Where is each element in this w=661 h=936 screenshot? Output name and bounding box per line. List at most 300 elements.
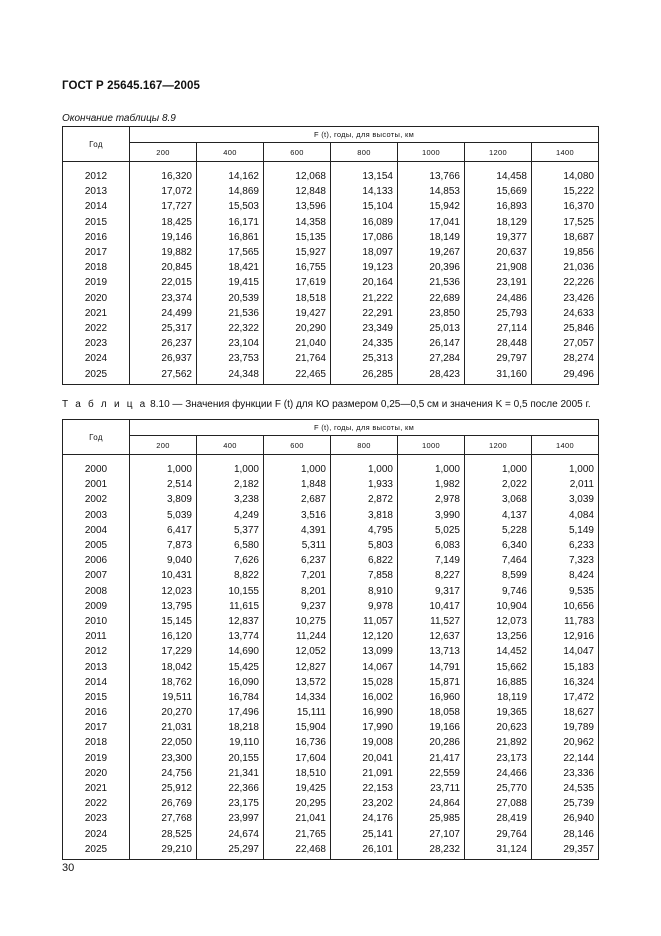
value-cell: 17,619	[264, 275, 331, 290]
value-cell: 6,340	[465, 538, 532, 553]
table-row	[63, 336, 599, 351]
value-cell: 16,089	[331, 215, 398, 230]
value-cell: 16,893	[465, 199, 532, 214]
value-cell: 31,124	[465, 842, 532, 860]
value-cell: 16,755	[264, 260, 331, 275]
value-cell: 19,856	[532, 245, 599, 260]
value-cell: 23,175	[197, 796, 264, 811]
year-cell: 2011	[63, 629, 130, 644]
value-cell: 20,286	[398, 735, 465, 750]
year-cell: 2025	[63, 842, 130, 860]
value-cell: 7,858	[331, 568, 398, 583]
value-cell: 19,511	[130, 690, 197, 705]
value-cell: 3,990	[398, 508, 465, 523]
value-cell: 25,013	[398, 321, 465, 336]
table-row	[63, 169, 599, 184]
table-row	[63, 751, 599, 766]
value-cell: 21,765	[264, 827, 331, 842]
value-cell: 17,229	[130, 644, 197, 659]
value-cell: 13,713	[398, 644, 465, 659]
value-cell: 14,458	[465, 169, 532, 184]
table-row	[63, 523, 599, 538]
table-row	[63, 260, 599, 275]
table-row	[63, 827, 599, 842]
table-row	[63, 705, 599, 720]
value-cell: 14,358	[264, 215, 331, 230]
value-cell: 17,525	[532, 215, 599, 230]
value-cell: 25,141	[331, 827, 398, 842]
value-cell: 15,222	[532, 184, 599, 199]
year-cell: 2025	[63, 366, 130, 384]
value-cell: 5,025	[398, 523, 465, 538]
value-cell: 6,580	[197, 538, 264, 553]
value-cell: 21,892	[465, 735, 532, 750]
height-header: 1200	[465, 143, 532, 162]
value-cell: 11,783	[532, 614, 599, 629]
value-cell: 9,040	[130, 553, 197, 568]
value-cell: 15,145	[130, 614, 197, 629]
table-8-10-title: 8.10 — Значения функции F (t) для КО размером 0,25—0,5 см и значения K = 0,5 после 2005 г.	[150, 399, 591, 410]
value-cell: 22,465	[264, 366, 331, 384]
value-cell: 29,797	[465, 351, 532, 366]
value-cell: 11,527	[398, 614, 465, 629]
value-cell: 17,086	[331, 230, 398, 245]
value-cell: 10,904	[465, 599, 532, 614]
table-row	[63, 199, 599, 214]
value-cell: 10,431	[130, 568, 197, 583]
year-cell: 2007	[63, 568, 130, 583]
value-cell: 19,365	[465, 705, 532, 720]
value-cell: 20,290	[264, 321, 331, 336]
value-cell: 14,067	[331, 659, 398, 674]
value-cell: 8,599	[465, 568, 532, 583]
value-cell: 25,739	[532, 796, 599, 811]
year-cell: 2016	[63, 705, 130, 720]
value-cell: 15,111	[264, 705, 331, 720]
value-cell: 16,090	[197, 675, 264, 690]
value-cell: 17,565	[197, 245, 264, 260]
value-cell: 17,472	[532, 690, 599, 705]
height-group-header: F (t), годы, для высоты, км	[130, 127, 599, 143]
year-cell: 2021	[63, 781, 130, 796]
value-cell: 22,559	[398, 766, 465, 781]
value-cell: 25,297	[197, 842, 264, 860]
value-cell: 16,120	[130, 629, 197, 644]
value-cell: 23,850	[398, 306, 465, 321]
value-cell: 19,415	[197, 275, 264, 290]
table-row	[63, 842, 599, 860]
value-cell: 25,912	[130, 781, 197, 796]
value-cell: 26,285	[331, 366, 398, 384]
value-cell: 20,845	[130, 260, 197, 275]
value-cell: 9,746	[465, 584, 532, 599]
value-cell: 12,023	[130, 584, 197, 599]
year-cell: 2021	[63, 306, 130, 321]
value-cell: 25,985	[398, 811, 465, 826]
value-cell: 28,274	[532, 351, 599, 366]
year-cell: 2018	[63, 735, 130, 750]
value-cell: 28,419	[465, 811, 532, 826]
year-cell: 2014	[63, 675, 130, 690]
value-cell: 27,057	[532, 336, 599, 351]
value-cell: 29,210	[130, 842, 197, 860]
value-cell: 16,861	[197, 230, 264, 245]
value-cell: 21,341	[197, 766, 264, 781]
value-cell: 12,073	[465, 614, 532, 629]
value-cell: 27,114	[465, 321, 532, 336]
table-row	[63, 306, 599, 321]
value-cell: 21,091	[331, 766, 398, 781]
value-cell: 1,000	[532, 462, 599, 477]
value-cell: 20,155	[197, 751, 264, 766]
document-header: ГОСТ Р 25645.167—2005	[62, 80, 200, 92]
value-cell: 28,525	[130, 827, 197, 842]
value-cell: 18,119	[465, 690, 532, 705]
value-cell: 22,015	[130, 275, 197, 290]
year-cell: 2001	[63, 477, 130, 492]
value-cell: 28,423	[398, 366, 465, 384]
value-cell: 23,374	[130, 291, 197, 306]
year-cell: 2020	[63, 291, 130, 306]
table-row	[63, 321, 599, 336]
value-cell: 8,227	[398, 568, 465, 583]
table-word: Т а б л и ц а	[62, 399, 148, 410]
value-cell: 12,837	[197, 614, 264, 629]
value-cell: 27,107	[398, 827, 465, 842]
value-cell: 15,503	[197, 199, 264, 214]
value-cell: 18,518	[264, 291, 331, 306]
value-cell: 2,514	[130, 477, 197, 492]
value-cell: 23,426	[532, 291, 599, 306]
value-cell: 19,427	[264, 306, 331, 321]
value-cell: 8,424	[532, 568, 599, 583]
year-cell: 2024	[63, 351, 130, 366]
value-cell: 5,039	[130, 508, 197, 523]
value-cell: 12,068	[264, 169, 331, 184]
year-cell: 2008	[63, 584, 130, 599]
value-cell: 16,324	[532, 675, 599, 690]
value-cell: 13,774	[197, 629, 264, 644]
value-cell: 17,727	[130, 199, 197, 214]
value-cell: 19,166	[398, 720, 465, 735]
value-cell: 11,244	[264, 629, 331, 644]
value-cell: 11,615	[197, 599, 264, 614]
value-cell: 12,916	[532, 629, 599, 644]
table-row	[63, 245, 599, 260]
value-cell: 9,317	[398, 584, 465, 599]
table-body	[63, 169, 599, 384]
height-header: 400	[197, 143, 264, 162]
table-row	[63, 492, 599, 507]
value-cell: 22,689	[398, 291, 465, 306]
value-cell: 19,425	[264, 781, 331, 796]
value-cell: 16,736	[264, 735, 331, 750]
table-row	[63, 675, 599, 690]
value-cell: 15,662	[465, 659, 532, 674]
year-cell: 2017	[63, 720, 130, 735]
height-header-row	[63, 436, 599, 455]
value-cell: 4,391	[264, 523, 331, 538]
table-row	[63, 508, 599, 523]
year-cell: 2010	[63, 614, 130, 629]
value-cell: 15,927	[264, 245, 331, 260]
value-cell: 16,885	[465, 675, 532, 690]
year-cell: 2006	[63, 553, 130, 568]
value-cell: 7,323	[532, 553, 599, 568]
value-cell: 23,349	[331, 321, 398, 336]
year-cell: 2002	[63, 492, 130, 507]
value-cell: 22,226	[532, 275, 599, 290]
value-cell: 22,468	[264, 842, 331, 860]
value-cell: 16,002	[331, 690, 398, 705]
value-cell: 2,978	[398, 492, 465, 507]
value-cell: 5,803	[331, 538, 398, 553]
value-cell: 28,146	[532, 827, 599, 842]
value-cell: 21,908	[465, 260, 532, 275]
table-row	[63, 781, 599, 796]
value-cell: 16,990	[331, 705, 398, 720]
year-cell: 2024	[63, 827, 130, 842]
year-cell: 2019	[63, 751, 130, 766]
value-cell: 20,623	[465, 720, 532, 735]
value-cell: 14,047	[532, 644, 599, 659]
table-row	[63, 811, 599, 826]
value-cell: 20,295	[264, 796, 331, 811]
height-header: 1200	[465, 436, 532, 455]
value-cell: 7,873	[130, 538, 197, 553]
value-cell: 29,496	[532, 366, 599, 384]
year-cell: 2015	[63, 690, 130, 705]
value-cell: 22,322	[197, 321, 264, 336]
value-cell: 22,291	[331, 306, 398, 321]
value-cell: 21,222	[331, 291, 398, 306]
value-cell: 16,171	[197, 215, 264, 230]
value-cell: 23,997	[197, 811, 264, 826]
value-cell: 9,978	[331, 599, 398, 614]
value-cell: 21,036	[532, 260, 599, 275]
value-cell: 2,022	[465, 477, 532, 492]
table-row	[63, 275, 599, 290]
value-cell: 13,572	[264, 675, 331, 690]
value-cell: 23,202	[331, 796, 398, 811]
year-cell: 2023	[63, 811, 130, 826]
value-cell: 2,182	[197, 477, 264, 492]
value-cell: 29,764	[465, 827, 532, 842]
value-cell: 14,853	[398, 184, 465, 199]
value-cell: 21,536	[197, 306, 264, 321]
value-cell: 2,011	[532, 477, 599, 492]
table-row	[63, 644, 599, 659]
value-cell: 23,104	[197, 336, 264, 351]
value-cell: 12,120	[331, 629, 398, 644]
value-cell: 6,083	[398, 538, 465, 553]
value-cell: 10,417	[398, 599, 465, 614]
value-cell: 20,637	[465, 245, 532, 260]
value-cell: 3,809	[130, 492, 197, 507]
value-cell: 18,762	[130, 675, 197, 690]
value-cell: 23,753	[197, 351, 264, 366]
table-row	[63, 553, 599, 568]
value-cell: 20,539	[197, 291, 264, 306]
height-header: 200	[130, 143, 197, 162]
value-cell: 15,904	[264, 720, 331, 735]
value-cell: 17,604	[264, 751, 331, 766]
table-8-10-caption	[62, 399, 591, 410]
value-cell: 15,028	[331, 675, 398, 690]
value-cell: 23,711	[398, 781, 465, 796]
value-cell: 19,008	[331, 735, 398, 750]
table-row	[63, 568, 599, 583]
table-row	[63, 184, 599, 199]
value-cell: 24,348	[197, 366, 264, 384]
value-cell: 21,417	[398, 751, 465, 766]
value-cell: 1,000	[331, 462, 398, 477]
value-cell: 23,191	[465, 275, 532, 290]
table-8-9	[62, 126, 599, 385]
table-row	[63, 629, 599, 644]
value-cell: 2,872	[331, 492, 398, 507]
value-cell: 29,357	[532, 842, 599, 860]
value-cell: 6,822	[331, 553, 398, 568]
value-cell: 18,218	[197, 720, 264, 735]
value-cell: 18,058	[398, 705, 465, 720]
table-row	[63, 720, 599, 735]
value-cell: 1,000	[465, 462, 532, 477]
value-cell: 1,848	[264, 477, 331, 492]
value-cell: 6,237	[264, 553, 331, 568]
value-cell: 12,848	[264, 184, 331, 199]
year-cell: 2022	[63, 796, 130, 811]
value-cell: 31,160	[465, 366, 532, 384]
value-cell: 1,000	[130, 462, 197, 477]
height-header: 600	[264, 143, 331, 162]
value-cell: 15,425	[197, 659, 264, 674]
value-cell: 10,656	[532, 599, 599, 614]
value-cell: 24,499	[130, 306, 197, 321]
value-cell: 24,486	[465, 291, 532, 306]
year-cell: 2013	[63, 184, 130, 199]
value-cell: 13,596	[264, 199, 331, 214]
value-cell: 28,448	[465, 336, 532, 351]
year-cell: 2000	[63, 462, 130, 477]
value-cell: 20,396	[398, 260, 465, 275]
table-body	[63, 462, 599, 859]
value-cell: 22,153	[331, 781, 398, 796]
value-cell: 7,149	[398, 553, 465, 568]
value-cell: 2,687	[264, 492, 331, 507]
value-cell: 7,464	[465, 553, 532, 568]
value-cell: 12,052	[264, 644, 331, 659]
value-cell: 17,496	[197, 705, 264, 720]
height-header-row	[63, 143, 599, 162]
table-row	[63, 538, 599, 553]
year-cell: 2012	[63, 644, 130, 659]
value-cell: 24,535	[532, 781, 599, 796]
table-row	[63, 766, 599, 781]
value-cell: 20,041	[331, 751, 398, 766]
value-cell: 27,562	[130, 366, 197, 384]
value-cell: 24,466	[465, 766, 532, 781]
year-cell: 2003	[63, 508, 130, 523]
value-cell: 14,690	[197, 644, 264, 659]
value-cell: 19,146	[130, 230, 197, 245]
value-cell: 14,162	[197, 169, 264, 184]
height-header: 800	[331, 436, 398, 455]
value-cell: 15,942	[398, 199, 465, 214]
table-row	[63, 230, 599, 245]
table-row	[63, 215, 599, 230]
value-cell: 16,370	[532, 199, 599, 214]
value-cell: 22,144	[532, 751, 599, 766]
value-cell: 23,173	[465, 751, 532, 766]
table-row	[63, 477, 599, 492]
value-cell: 25,313	[331, 351, 398, 366]
height-header: 1400	[532, 143, 599, 162]
value-cell: 13,154	[331, 169, 398, 184]
year-cell: 2022	[63, 321, 130, 336]
year-cell: 2016	[63, 230, 130, 245]
value-cell: 26,937	[130, 351, 197, 366]
table-row	[63, 351, 599, 366]
value-cell: 18,687	[532, 230, 599, 245]
height-header: 1000	[398, 436, 465, 455]
year-cell: 2019	[63, 275, 130, 290]
value-cell: 19,377	[465, 230, 532, 245]
value-cell: 7,201	[264, 568, 331, 583]
height-header: 400	[197, 436, 264, 455]
value-cell: 21,031	[130, 720, 197, 735]
value-cell: 10,155	[197, 584, 264, 599]
value-cell: 20,962	[532, 735, 599, 750]
value-cell: 23,336	[532, 766, 599, 781]
year-cell: 2015	[63, 215, 130, 230]
value-cell: 1,000	[264, 462, 331, 477]
table-row	[63, 584, 599, 599]
table-row	[63, 462, 599, 477]
value-cell: 15,104	[331, 199, 398, 214]
year-cell: 2009	[63, 599, 130, 614]
value-cell: 21,536	[398, 275, 465, 290]
year-cell: 2014	[63, 199, 130, 214]
value-cell: 25,793	[465, 306, 532, 321]
value-cell: 21,764	[264, 351, 331, 366]
value-cell: 4,084	[532, 508, 599, 523]
value-cell: 27,768	[130, 811, 197, 826]
value-cell: 4,137	[465, 508, 532, 523]
value-cell: 13,256	[465, 629, 532, 644]
value-cell: 1,000	[398, 462, 465, 477]
value-cell: 20,164	[331, 275, 398, 290]
value-cell: 21,040	[264, 336, 331, 351]
value-cell: 3,039	[532, 492, 599, 507]
value-cell: 26,769	[130, 796, 197, 811]
value-cell: 13,795	[130, 599, 197, 614]
height-group-header: F (t), годы, для высоты, км	[130, 420, 599, 436]
value-cell: 19,789	[532, 720, 599, 735]
value-cell: 9,237	[264, 599, 331, 614]
year-cell: 2004	[63, 523, 130, 538]
height-header: 200	[130, 436, 197, 455]
value-cell: 19,882	[130, 245, 197, 260]
value-cell: 10,275	[264, 614, 331, 629]
table-row	[63, 366, 599, 384]
value-cell: 3,068	[465, 492, 532, 507]
value-cell: 14,869	[197, 184, 264, 199]
value-cell: 19,267	[398, 245, 465, 260]
value-cell: 8,822	[197, 568, 264, 583]
value-cell: 14,080	[532, 169, 599, 184]
value-cell: 3,238	[197, 492, 264, 507]
